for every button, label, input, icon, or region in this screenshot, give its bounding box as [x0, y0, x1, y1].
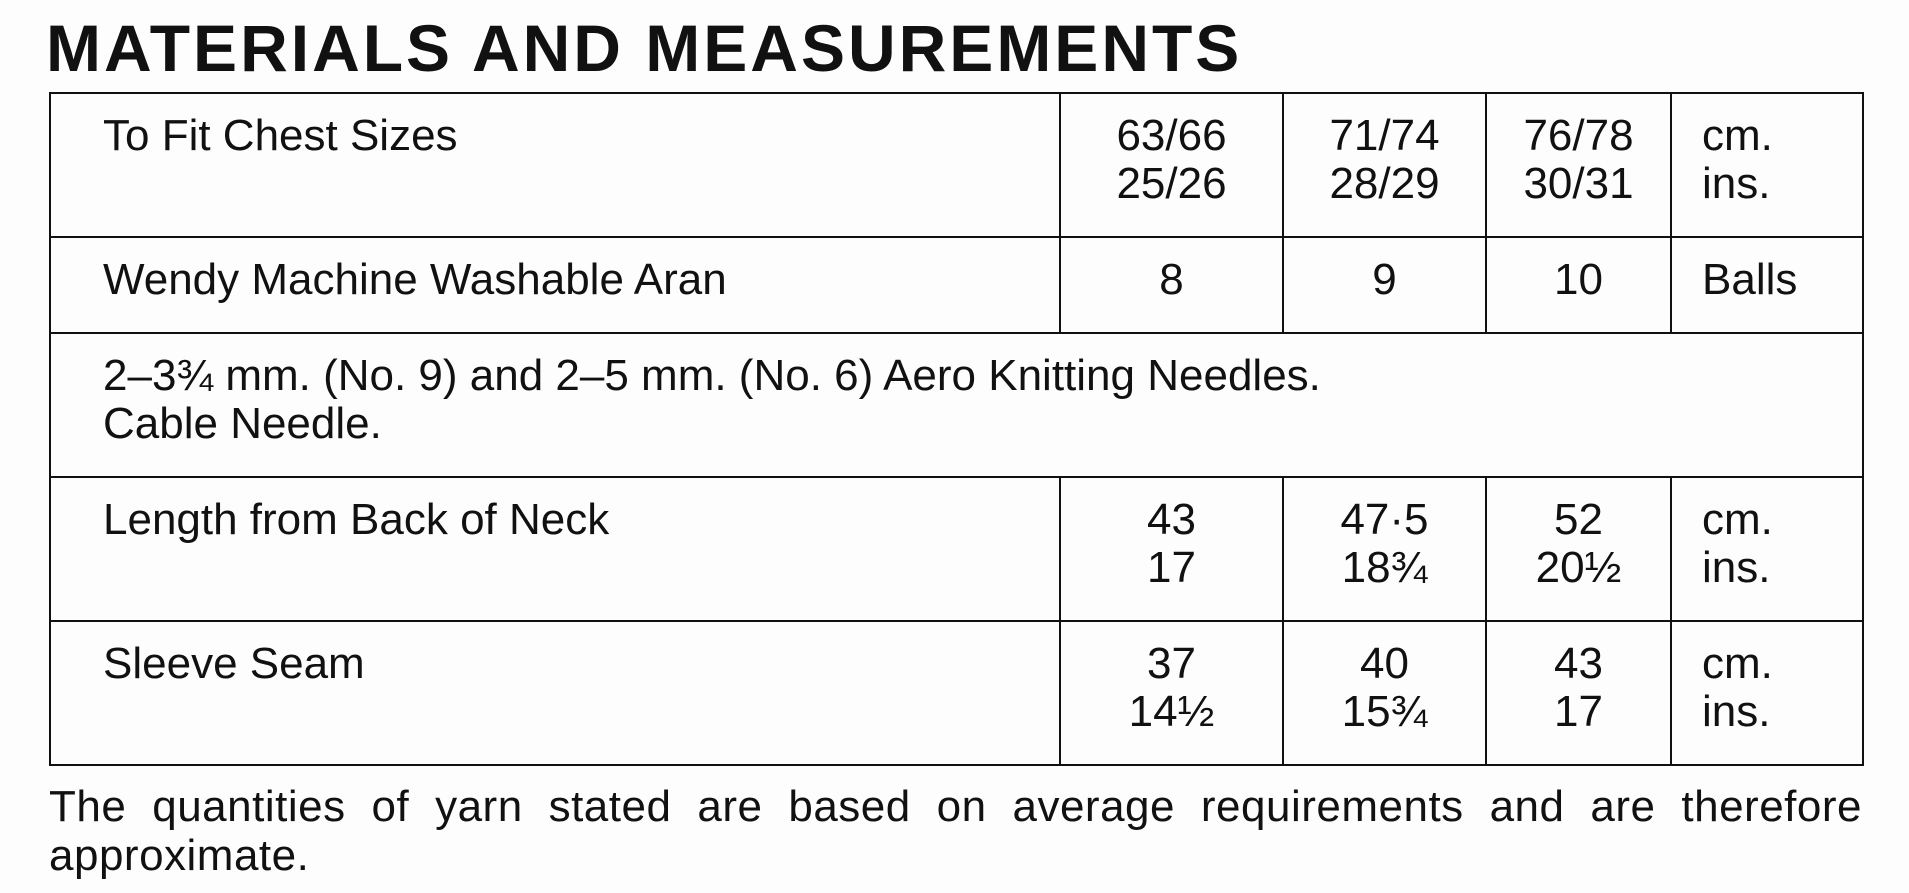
chest-sizes-label: To Fit Chest Sizes	[50, 93, 1060, 237]
table-row-chest-sizes	[50, 93, 1863, 237]
length-size-2-ins: 18¾	[1341, 543, 1428, 592]
yarn-label: Wendy Machine Washable Aran	[50, 237, 1060, 333]
chest-unit-cm: cm.	[1702, 111, 1773, 160]
sleeve-size-3-cell	[1486, 621, 1671, 765]
length-label: Length from Back of Neck	[50, 477, 1060, 621]
sleeve-size-2-cell	[1283, 621, 1486, 765]
sleeve-size-2-ins: 15¾	[1341, 687, 1428, 736]
table-row-needles	[50, 333, 1863, 477]
yarn-balls-size-3: 10	[1486, 237, 1671, 333]
page-title: MATERIALS AND MEASUREMENTS	[46, 11, 1243, 85]
needles-line-1: 2–3¾ mm. (No. 9) and 2–5 mm. (No. 6) Aero Knitting Needles.	[103, 351, 1321, 400]
chest-size-1-cell	[1060, 93, 1283, 237]
chest-size-3-cell	[1486, 93, 1671, 237]
sleeve-size-3-ins: 17	[1554, 687, 1603, 736]
chest-size-3-cm: 76/78	[1523, 111, 1634, 160]
sleeve-size-1-cell	[1060, 621, 1283, 765]
length-size-2-cell	[1283, 477, 1486, 621]
chest-size-3-ins: 30/31	[1523, 159, 1634, 208]
length-unit-cell	[1671, 477, 1863, 621]
sleeve-unit-ins: ins.	[1702, 687, 1771, 736]
length-unit-ins: ins.	[1702, 543, 1771, 592]
needles-line-2: Cable Needle.	[103, 399, 382, 448]
sleeve-label: Sleeve Seam	[50, 621, 1060, 765]
chest-size-2-cm: 71/74	[1329, 111, 1440, 160]
table-row-yarn	[50, 237, 1863, 333]
chest-size-2-cell	[1283, 93, 1486, 237]
chest-size-2-ins: 28/29	[1329, 159, 1440, 208]
length-size-1-cell	[1060, 477, 1283, 621]
sleeve-unit-cell	[1671, 621, 1863, 765]
length-size-1-ins: 17	[1147, 543, 1196, 592]
chest-size-1-cm: 63/66	[1116, 111, 1227, 160]
length-size-3-cm: 52	[1554, 495, 1603, 544]
length-unit-cm: cm.	[1702, 495, 1773, 544]
sleeve-size-1-ins: 14½	[1128, 687, 1215, 736]
needles-cell	[50, 333, 1863, 477]
length-size-1-cm: 43	[1147, 495, 1196, 544]
length-size-2-cm: 47·5	[1340, 495, 1429, 544]
materials-table	[49, 92, 1864, 766]
yarn-balls-size-1: 8	[1060, 237, 1283, 333]
sleeve-size-1-cm: 37	[1147, 639, 1196, 688]
length-size-3-ins: 20½	[1535, 543, 1622, 592]
chest-unit-cell	[1671, 93, 1863, 237]
length-size-3-cell	[1486, 477, 1671, 621]
yarn-balls-size-2: 9	[1283, 237, 1486, 333]
yarn-quantity-note: The quantities of yarn stated are based on average requirements and are therefore approximate.	[49, 782, 1862, 880]
table-row-length	[50, 477, 1863, 621]
yarn-unit: Balls	[1671, 237, 1863, 333]
sleeve-unit-cm: cm.	[1702, 639, 1773, 688]
sleeve-size-2-cm: 40	[1360, 639, 1409, 688]
table-row-sleeve	[50, 621, 1863, 765]
chest-unit-ins: ins.	[1702, 159, 1771, 208]
chest-size-1-ins: 25/26	[1116, 159, 1227, 208]
sleeve-size-3-cm: 43	[1554, 639, 1603, 688]
